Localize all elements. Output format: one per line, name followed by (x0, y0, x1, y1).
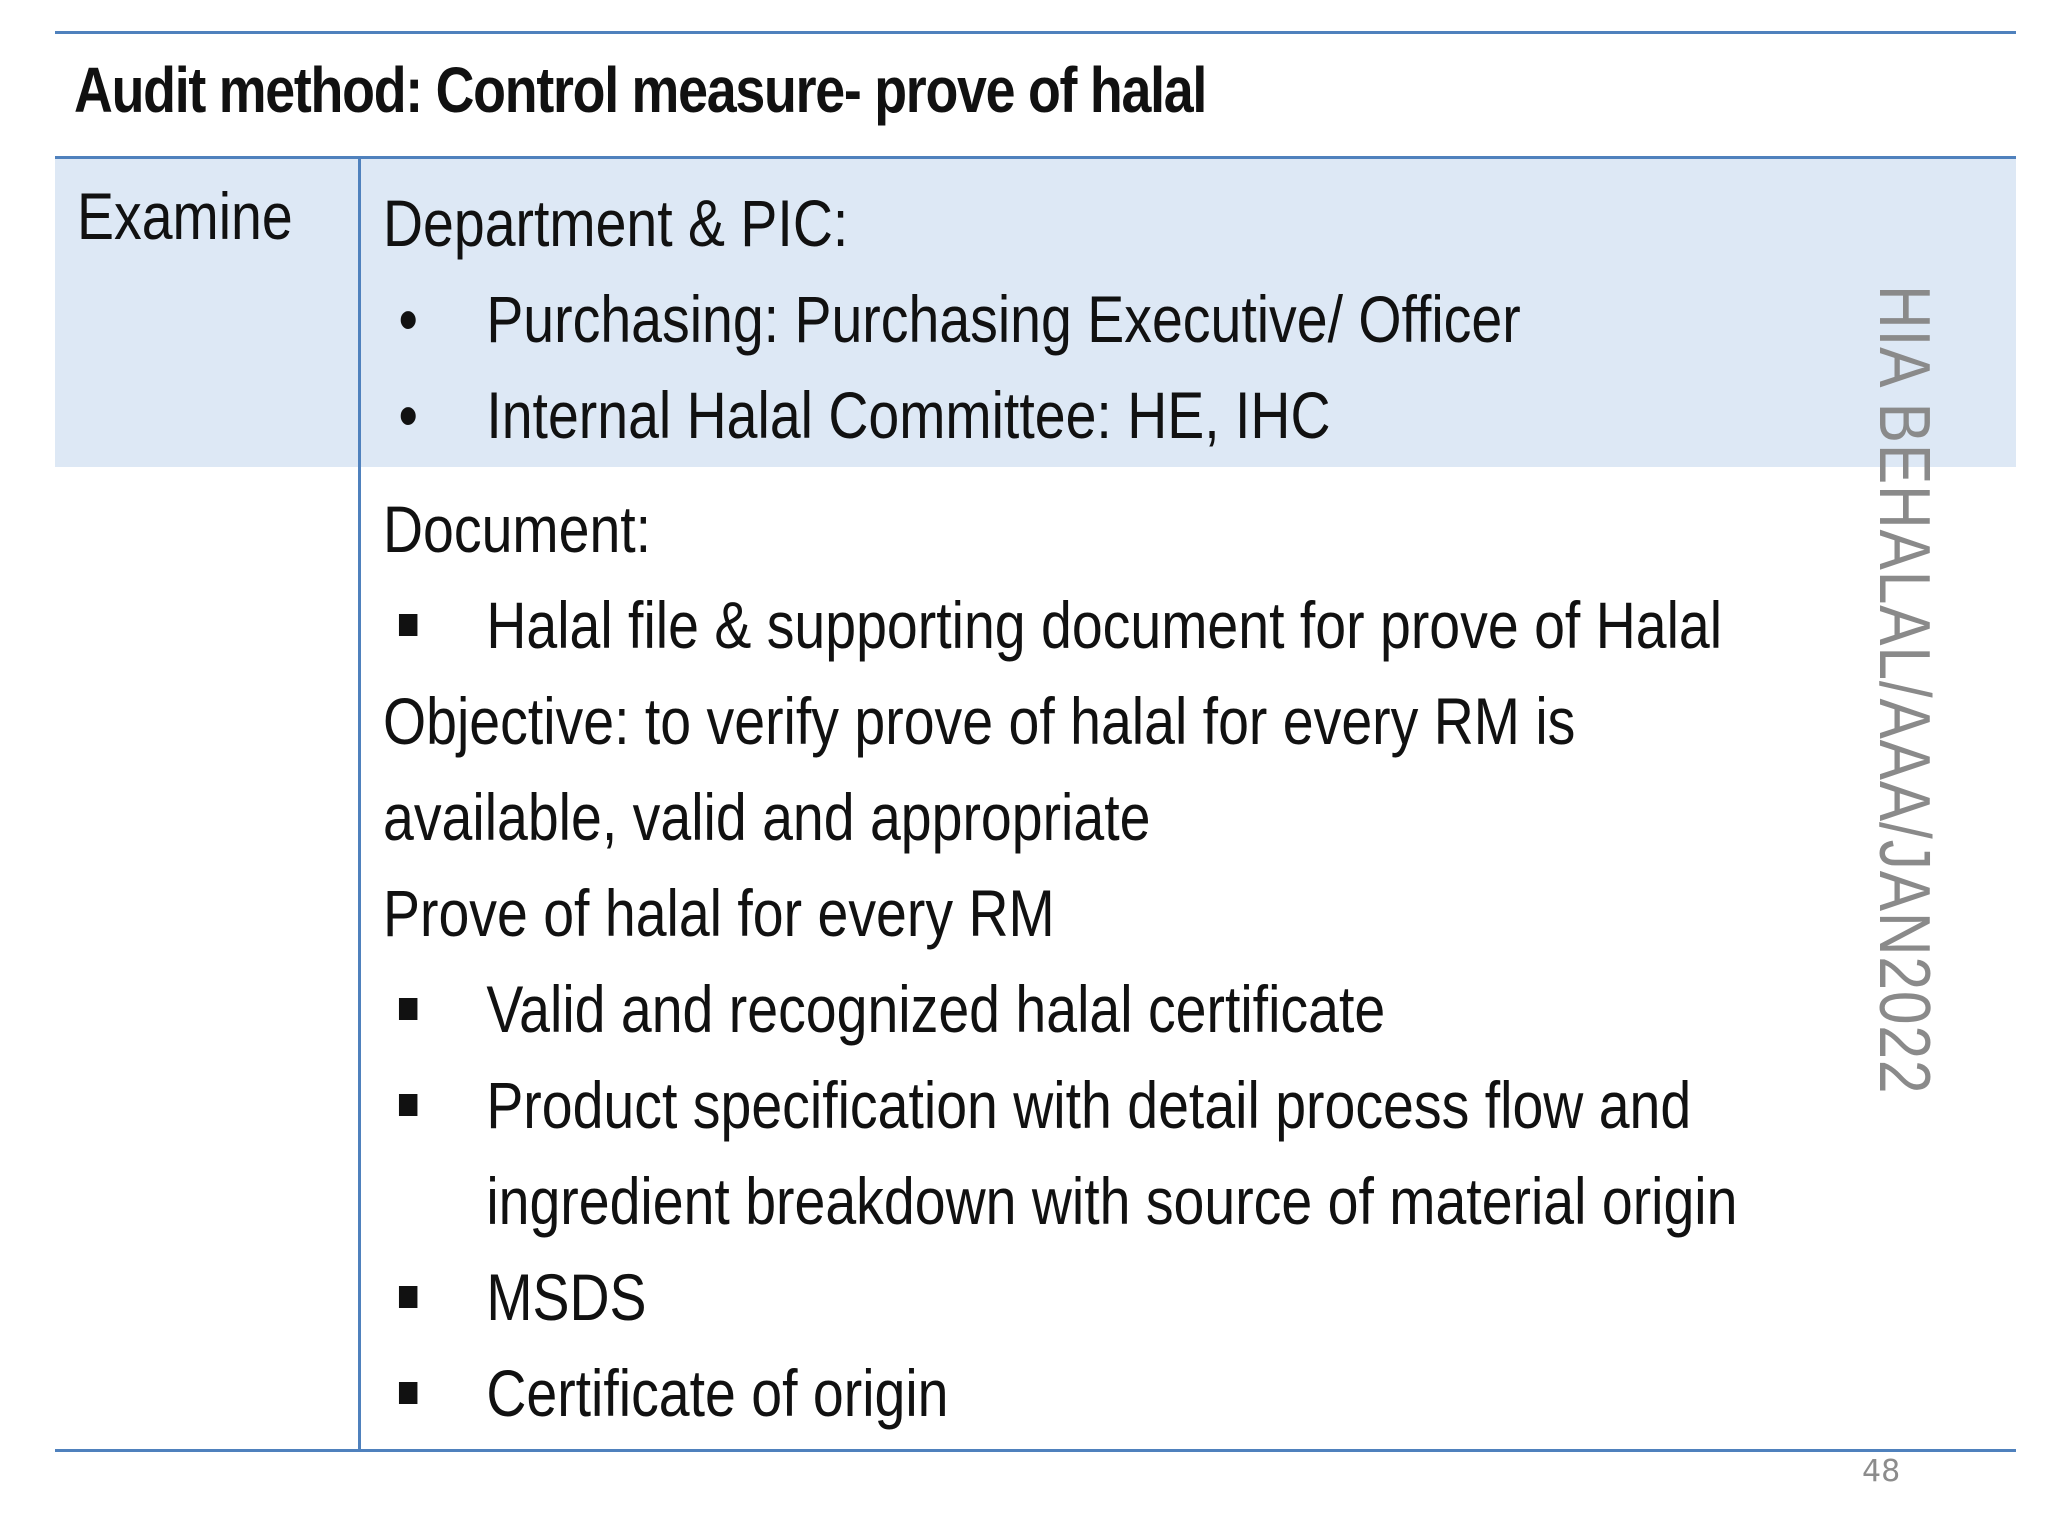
list-item-text: Purchasing: Purchasing Executive/ Officer (486, 282, 1521, 356)
list-item (383, 1057, 1693, 1153)
department-pic-section (383, 175, 1693, 463)
bullet-square-icon (383, 1249, 433, 1345)
audit-table (55, 156, 2016, 1452)
slide-title: Audit method: Control measure- prove of halal (74, 54, 1207, 126)
list-item-text: MSDS (486, 1260, 647, 1334)
bullet-square-icon (383, 577, 433, 673)
list-item-text: Product specification with detail process flow and (486, 1068, 1692, 1142)
prove-heading: Prove of halal for every RM (383, 876, 1055, 950)
row-label-examine: Examine (77, 179, 293, 253)
page-number: 48 (1862, 1454, 1901, 1489)
top-rule (55, 31, 2016, 34)
department-pic-heading: Department & PIC: (383, 186, 849, 260)
bullet-square-icon (383, 1057, 433, 1153)
bullet-square-icon (383, 1345, 433, 1441)
bullet-dot-icon: • (398, 378, 418, 452)
objective-line-2: available, valid and appropriate (383, 780, 1151, 854)
list-item (383, 1249, 1693, 1345)
objective-line-1: Objective: to verify prove of halal for every RM is (383, 684, 1576, 758)
list-item-text: Certificate of origin (486, 1356, 949, 1430)
list-item-text: Internal Halal Committee: HE, IHC (486, 378, 1331, 452)
watermark: HIA BEHALAL/AAA/JAN2022 (1864, 285, 1944, 1095)
list-item (383, 961, 1693, 1057)
list-item-text: ingredient breakdown with source of material origin (486, 1164, 1738, 1238)
list-item-text: Valid and recognized halal certificate (486, 972, 1386, 1046)
list-item (383, 577, 1723, 673)
list-item (383, 367, 1693, 463)
bullet-square-icon (383, 961, 433, 1057)
list-item-text: Halal file & supporting document for prove of Halal (486, 588, 1723, 662)
bullet-dot-icon: • (398, 282, 418, 356)
document-section (383, 481, 1738, 1441)
document-heading: Document: (383, 492, 652, 566)
list-item (383, 271, 1693, 367)
column-divider (358, 159, 361, 1449)
list-item-continuation (383, 1153, 1738, 1249)
list-item (383, 1345, 1693, 1441)
